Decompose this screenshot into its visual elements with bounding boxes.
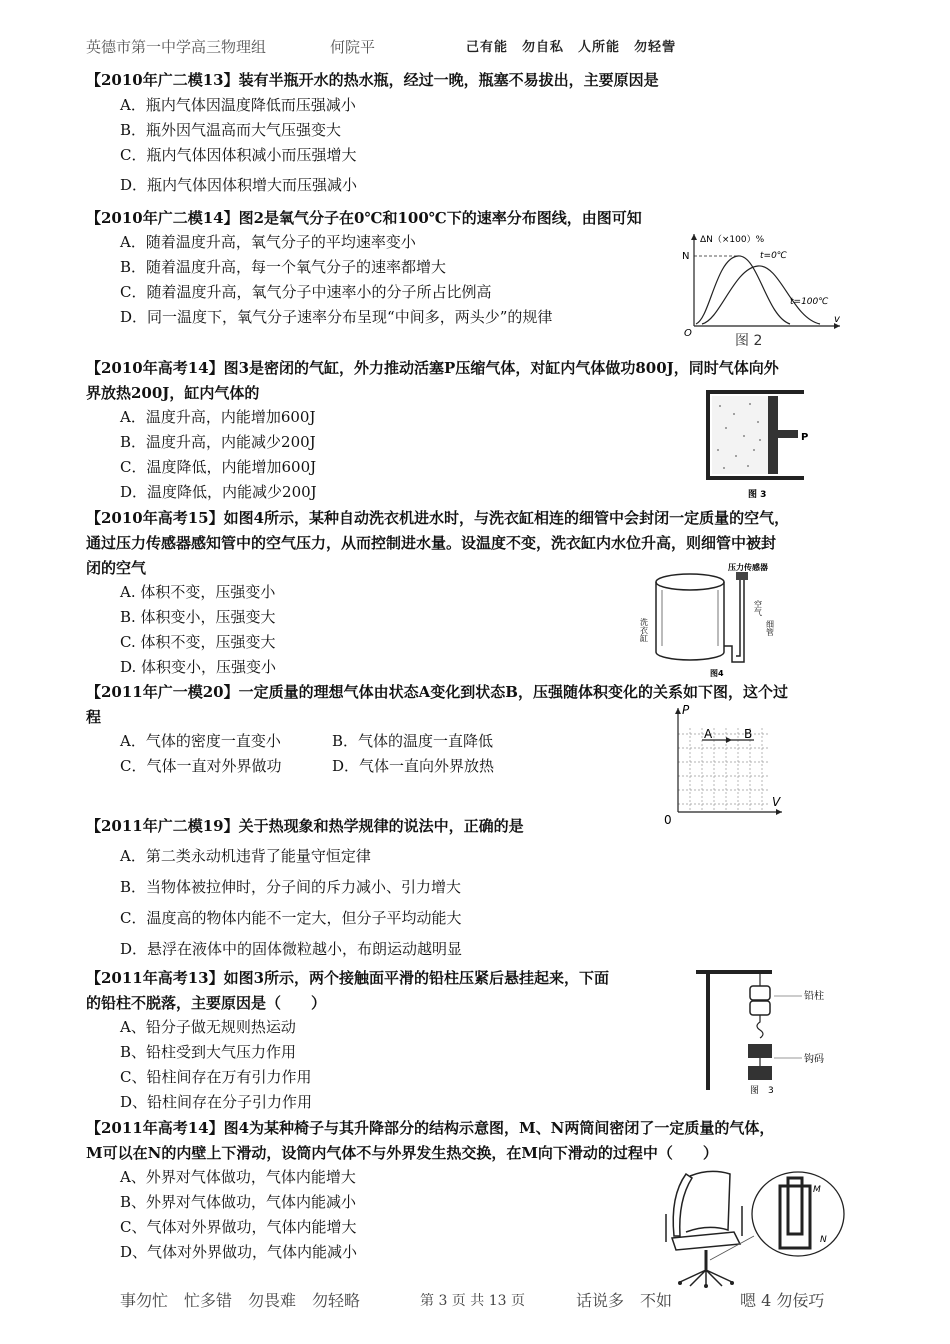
header-motto: 己有能 勿自私 人所能 勿轻訾 [466,40,677,55]
q3-option-d: D．温度降低，内能减少200J [120,483,317,501]
q8-option-a: A、外界对气体做功，气体内能增大 [120,1168,356,1186]
q7-option-a: A、铅分子做无规则热运动 [120,1018,296,1036]
figure-4-sensor-label: 压力传感器 [728,563,768,572]
header-school: 英德市第一中学高三物理组 [86,38,267,56]
q7-option-d: D、铅柱间存在分子引力作用 [120,1093,313,1111]
q3-stem-line1: 【2010年高考14】图3是密闭的气缸，外力推动活塞P压缩气体，对缸内气体做功800J，同时气体向外 [86,359,779,377]
q3-option-c: C．温度降低，内能增加600J [120,458,317,476]
figure-2-speed-distribution [680,228,850,350]
figure-2-ylabel: ΔN（×100）% [700,235,765,245]
footer-page-number: 第 3 页 共 13 页 [420,1293,525,1309]
footer-right-a: 话说多 不如 [576,1291,673,1310]
q6-option-d: D．悬浮在液体中的固体微粒越小，布朗运动越明显 [120,940,463,958]
q4-option-b: B. 体积变小，压强变大 [120,608,276,626]
q4-option-c: C. 体积不变，压强变大 [120,633,276,651]
q5-option-a: A．气体的密度一直变小 [120,732,281,750]
q3-option-a: A．温度升高，内能增加600J [120,408,316,426]
figure-chair-n-label: N [820,1235,827,1245]
q6-stem: 【2011年广二模19】关于热现象和热学规律的说法中，正确的是 [86,817,524,835]
q1-option-b: B．瓶外因气温高而大气压强变大 [120,121,342,139]
footer-right-b: 嗯 4 勿佞巧 [740,1291,825,1310]
figure-4-tub-label: 洗衣缸 [640,618,649,642]
q7-option-b: B、铅柱受到大气压力作用 [120,1043,297,1061]
q4-stem-line3: 闭的空气 [86,559,147,577]
q4-stem-line2: 通过压力传感器感知管中的空气压力，从而控制进水量。设温度不变，洗衣缸内水位升高，则细管中被封 [86,534,777,552]
figure-2-xlabel: v [834,314,840,325]
q4-option-d: D. 体积变小，压强变小 [120,658,277,676]
q2-option-a: A．随着温度升高，氧气分子的平均速率变小 [120,233,416,251]
figure-4-air-label: 空气 [753,600,763,616]
figure-weight-label: 钩码 [804,1054,824,1065]
figure-3-caption: 图 3 [748,490,767,500]
q7-option-c: C、铅柱间存在万有引力作用 [120,1068,312,1086]
q7-stem-line2: 的铅柱不脱落，主要原因是（ ） [86,994,327,1012]
q8-option-c: C、气体对外界做功，气体内能增大 [120,1218,357,1236]
q3-stem-line2: 界放热200J，缸内气体的 [86,384,260,402]
figure-2-caption: 图 2 [735,333,763,349]
figure-2-curve-0c: t=0℃ [760,251,787,261]
q2-stem: 【2010年广二模14】图2是氧气分子在0℃和100℃下的速率分布图线，由图可知 [86,209,642,227]
q2-option-d: D．同一温度下，氧气分子速率分布呈现“中间多，两头少”的规律 [120,308,553,326]
q2-option-c: C．随着温度升高，氧气分子中速率小的分子所占比例高 [120,283,492,301]
figure-pv-diagram [660,700,790,830]
q6-option-a: A．第二类永动机违背了能量守恒定律 [120,847,371,865]
figure-lead-label: 铅柱 [804,991,824,1002]
figure-pv-ylabel: P [682,703,690,717]
figure-4-caption: 图4 [710,669,724,678]
q5-option-d: D．气体一直向外界放热 [332,757,495,775]
figure-2-curve-100c: t=100℃ [790,297,829,307]
q6-option-c: C．温度高的物体内能不一定大，但分子平均动能大 [120,909,462,927]
q8-stem-line2: M可以在N的内壁上下滑动，设筒内气体不与外界发生热交换，在M向下滑动的过程中（ ） [86,1144,718,1162]
header-author: 何院平 [330,38,376,56]
q1-option-d: D．瓶内气体因体积增大而压强减小 [120,176,358,194]
q5-option-c: C．气体一直对外界做功 [120,757,282,775]
q4-option-a: A. 体积不变，压强变小 [120,583,276,601]
figure-chair-m-label: M [813,1185,821,1195]
figure-pv-point-b: B [744,727,753,741]
figure-2-n-label: N [682,251,690,262]
q4-stem-line1: 【2010年高考15】如图4所示，某种自动洗衣机进水时，与洗衣缸相连的细管中会封闭一定质量的空气， [86,509,790,527]
figure-3-piston-label: P [801,432,809,443]
footer-left: 事勿忙 忙多错 勿畏难 勿轻略 [120,1291,361,1310]
figure-2-origin: O [684,328,692,339]
q5-stem-line2: 程 [86,708,102,726]
q1-stem: 【2010年广二模13】装有半瓶开水的热水瓶，经过一晚，瓶塞不易拔出，主要原因是 [86,71,659,89]
q7-stem-line1: 【2011年高考13】如图3所示，两个接触面平滑的铅柱压紧后悬挂起来，下面 [86,969,610,987]
q8-stem-line1: 【2011年高考14】图4为某种椅子与其升降部分的结构示意图，M、N两筒间密闭了一定质量的气体， [86,1119,775,1137]
figure-4-washing-machine [640,560,800,680]
q8-option-d: D、气体对外界做功，气体内能减小 [120,1243,358,1261]
figure-lead-cylinders [690,966,850,1096]
q8-option-b: B、外界对气体做功，气体内能减小 [120,1193,357,1211]
figure-pv-origin: 0 [664,813,672,827]
figure-pv-xlabel: V [772,795,781,809]
figure-3-cylinder [700,384,840,504]
figure-lead-caption: 图 3 [750,1086,774,1096]
figure-4-tube-label: 细管 [765,620,775,636]
q5-option-b: B．气体的温度一直降低 [332,732,494,750]
q3-option-b: B．温度升高，内能减少200J [120,433,316,451]
q6-option-b: B．当物体被拉伸时，分子间的斥力减小、引力增大 [120,878,462,896]
q2-option-b: B．随着温度升高，每一个氧气分子的速率都增大 [120,258,447,276]
q5-stem-line1: 【2011年广一模20】一定质量的理想气体由状态A变化到状态B，压强随体积变化的关系如下图，这个过 [86,683,788,701]
q1-option-a: A．瓶内气体因温度降低而压强减小 [120,96,356,114]
figure-pv-point-a: A [704,727,713,741]
figure-chair [650,1166,850,1288]
q1-option-c: C．瓶内气体因体积减小而压强增大 [120,146,357,164]
